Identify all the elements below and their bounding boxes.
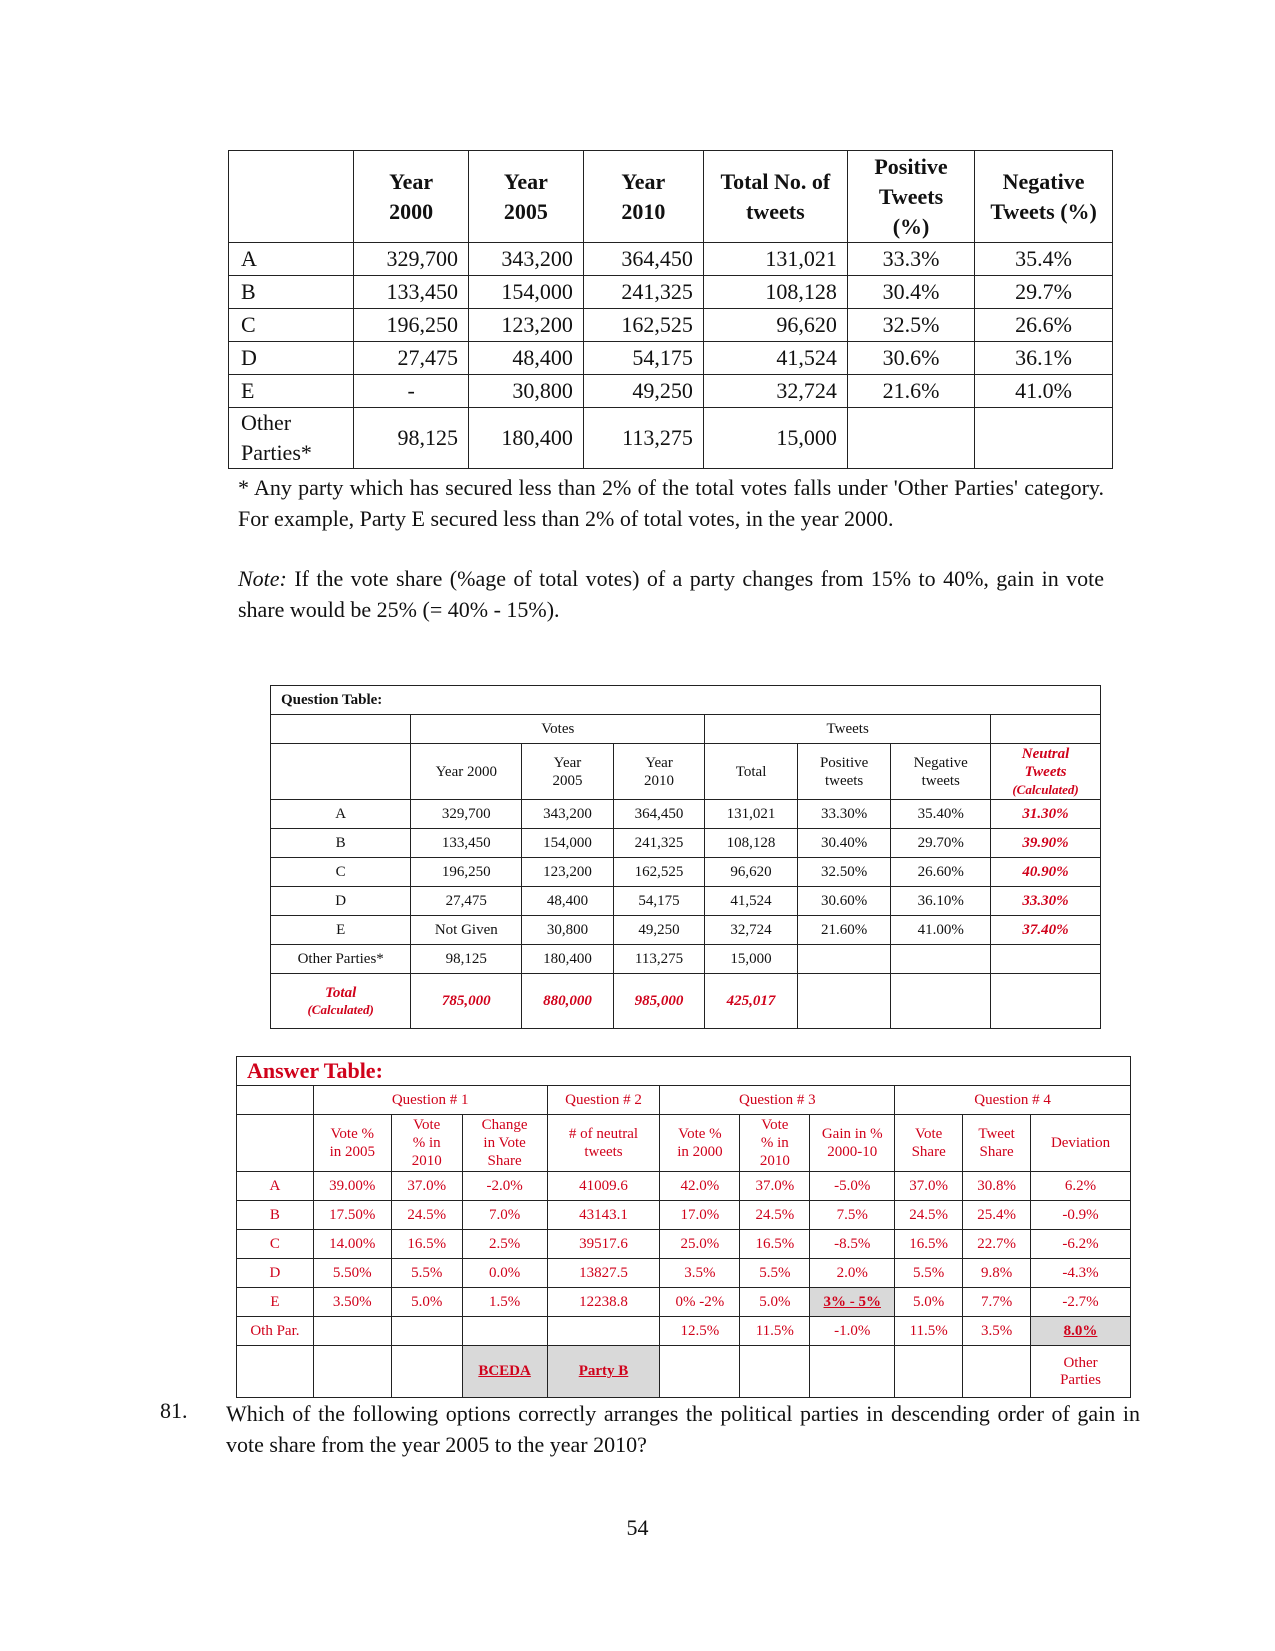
table-cell: 131,021: [705, 800, 798, 829]
header-cell: Negative tweets: [891, 744, 991, 800]
table-cell: 7.0%: [462, 1201, 547, 1230]
header-cell: Vote % in 2005: [313, 1115, 391, 1172]
table-cell: 35.40%: [891, 800, 991, 829]
table-cell: [963, 1346, 1031, 1398]
header-cell: Vote % in 2000: [660, 1115, 740, 1172]
group-header-q2: Question # 2: [547, 1086, 660, 1115]
total-value: 785,000: [411, 974, 522, 1029]
party-label: A: [237, 1172, 314, 1201]
table-cell: 43143.1: [547, 1201, 660, 1230]
table-cell: 241,325: [583, 276, 703, 309]
table-cell: 41009.6: [547, 1172, 660, 1201]
total-row: [271, 974, 1101, 1029]
table-cell: [313, 1346, 391, 1398]
table-cell: 0% -2%: [660, 1288, 740, 1317]
table-cell: 5.5%: [391, 1259, 462, 1288]
header-cell: Total No. of tweets: [703, 151, 847, 243]
table-cell: [660, 1346, 740, 1398]
table-row: [229, 408, 1113, 469]
table-cell: 113,275: [583, 408, 703, 469]
group-header-q3: Question # 3: [660, 1086, 895, 1115]
table-cell: [991, 974, 1101, 1029]
table-cell: 22.7%: [963, 1230, 1031, 1259]
party-label: D: [271, 887, 411, 916]
table-cell: 364,450: [613, 800, 705, 829]
header-cell: [237, 1115, 314, 1172]
table-cell: -5.0%: [810, 1172, 895, 1201]
header-cell: # of neutral tweets: [547, 1115, 660, 1172]
table-cell: 5.50%: [313, 1259, 391, 1288]
table-cell: 32.5%: [847, 309, 974, 342]
note-text: If the vote share (%age of total votes) of a party changes from 15% to 40%, gain in vote share would be 25% (= 40% - 15%).: [238, 566, 1105, 622]
note-label: Note:: [238, 566, 287, 591]
header-cell: Year 2005: [469, 151, 584, 243]
table-cell: [313, 1317, 391, 1346]
table-cell: 7.5%: [810, 1201, 895, 1230]
table-cell: 5.5%: [740, 1259, 810, 1288]
table-cell: 41,524: [705, 887, 798, 916]
table-cell: 25.4%: [963, 1201, 1031, 1230]
table-cell: 108,128: [705, 829, 798, 858]
table-cell: 96,620: [703, 309, 847, 342]
party-label: E: [229, 375, 354, 408]
table-cell: 131,021: [703, 243, 847, 276]
party-label: D: [237, 1259, 314, 1288]
table-cell: 41,524: [703, 342, 847, 375]
table-cell: 11.5%: [895, 1317, 963, 1346]
note: [238, 563, 1104, 625]
table-cell: 48,400: [469, 342, 584, 375]
table-cell: 24.5%: [391, 1201, 462, 1230]
table-cell: 133,450: [411, 829, 522, 858]
table-cell: 33.30%: [797, 800, 891, 829]
question-table-title: Question Table:: [271, 686, 1101, 715]
footnote: * Any party which has secured less than 2% of the total votes falls under 'Other Parties' category. For example, Party E secured less than 2% of total votes, in the year 2000.: [238, 475, 1104, 531]
table-cell: 12.5%: [660, 1317, 740, 1346]
table-cell: 26.6%: [975, 309, 1113, 342]
party-label: E: [237, 1288, 314, 1317]
question-table: [270, 685, 1101, 1029]
table-cell: 30,800: [522, 916, 614, 945]
table-cell: 48,400: [522, 887, 614, 916]
table-cell: 3.5%: [660, 1259, 740, 1288]
table-row: [271, 800, 1101, 829]
header-cell: [271, 715, 411, 744]
table-cell: 30.4%: [847, 276, 974, 309]
table-cell: [391, 1317, 462, 1346]
table-row: [271, 887, 1101, 916]
table-cell: -0.9%: [1031, 1201, 1131, 1230]
table-cell: 96,620: [705, 858, 798, 887]
question-number: 81.: [160, 1398, 188, 1423]
table-cell: 54,175: [613, 887, 705, 916]
table-cell: 5.0%: [391, 1288, 462, 1317]
table-cell: 2.0%: [810, 1259, 895, 1288]
header-cell: Tweet Share: [963, 1115, 1031, 1172]
table-cell: 12238.8: [547, 1288, 660, 1317]
table-cell: 133,450: [354, 276, 469, 309]
table-cell: 3.50%: [313, 1288, 391, 1317]
answer-cell-q4: 8.0%: [1031, 1317, 1131, 1346]
table-cell: 24.5%: [895, 1201, 963, 1230]
header-cell: [229, 151, 354, 243]
table-row: [237, 1317, 1131, 1346]
neutral-value: 33.30%: [991, 887, 1101, 916]
table-cell: 15,000: [705, 945, 798, 974]
table-cell: [891, 945, 991, 974]
party-label: E: [271, 916, 411, 945]
header-cell: Year 2000: [354, 151, 469, 243]
answer-note-q4: Other Parties: [1031, 1346, 1131, 1398]
table-cell: 41.0%: [975, 375, 1113, 408]
table-cell: 196,250: [354, 309, 469, 342]
header-cell: [237, 1086, 314, 1115]
table-cell: [797, 974, 891, 1029]
table-cell: 32,724: [703, 375, 847, 408]
table-cell: 16.5%: [895, 1230, 963, 1259]
table-cell: 42.0%: [660, 1172, 740, 1201]
header-cell: Total: [705, 744, 798, 800]
table-cell: 36.10%: [891, 887, 991, 916]
party-label: A: [229, 243, 354, 276]
table-cell: -2.7%: [1031, 1288, 1131, 1317]
answer-cell-q1: BCEDA: [462, 1346, 547, 1398]
table-cell: 343,200: [469, 243, 584, 276]
table-cell: 30.8%: [963, 1172, 1031, 1201]
party-label: C: [271, 858, 411, 887]
table-cell: 36.1%: [975, 342, 1113, 375]
total-value: 880,000: [522, 974, 614, 1029]
total-value: 425,017: [705, 974, 798, 1029]
neutral-value: 40.90%: [991, 858, 1101, 887]
table-cell: 17.50%: [313, 1201, 391, 1230]
party-label: D: [229, 342, 354, 375]
table-cell: 16.5%: [391, 1230, 462, 1259]
header-cell: Year 2005: [522, 744, 614, 800]
table-cell: 343,200: [522, 800, 614, 829]
table-cell: 14.00%: [313, 1230, 391, 1259]
table-cell: 329,700: [354, 243, 469, 276]
table-cell: 123,200: [522, 858, 614, 887]
table-cell: 13827.5: [547, 1259, 660, 1288]
table-cell: 0.0%: [462, 1259, 547, 1288]
table-cell: 30.60%: [797, 887, 891, 916]
neutral-value: 31.30%: [991, 800, 1101, 829]
header-cell: Year 2010: [613, 744, 705, 800]
neutral-value: 39.90%: [991, 829, 1101, 858]
table-cell: 16.5%: [740, 1230, 810, 1259]
table-cell: 37.0%: [740, 1172, 810, 1201]
total-value: 985,000: [613, 974, 705, 1029]
table-cell: 6.2%: [1031, 1172, 1131, 1201]
group-header-q1: Question # 1: [313, 1086, 547, 1115]
party-label: A: [271, 800, 411, 829]
group-header-q4: Question # 4: [895, 1086, 1131, 1115]
party-label: B: [237, 1201, 314, 1230]
header-cell: Vote % in 2010: [740, 1115, 810, 1172]
table-cell: -6.2%: [1031, 1230, 1131, 1259]
table-cell: 123,200: [469, 309, 584, 342]
total-label: Total (Calculated): [271, 974, 411, 1029]
table-cell: 49,250: [613, 916, 705, 945]
table-cell: Not Given: [411, 916, 522, 945]
table-cell: 41.00%: [891, 916, 991, 945]
header-cell: Positive tweets: [797, 744, 891, 800]
table-cell: 24.5%: [740, 1201, 810, 1230]
table-cell: 11.5%: [740, 1317, 810, 1346]
table-cell: -2.0%: [462, 1172, 547, 1201]
header-cell: Vote Share: [895, 1115, 963, 1172]
table-cell: [810, 1346, 895, 1398]
table-cell: [975, 408, 1113, 469]
table-cell: [547, 1317, 660, 1346]
table-cell: [895, 1346, 963, 1398]
header-cell: Change in Vote Share: [462, 1115, 547, 1172]
data-table: [228, 150, 1113, 469]
table-cell: 162,525: [613, 858, 705, 887]
table-cell: 30.6%: [847, 342, 974, 375]
table-row: [229, 309, 1113, 342]
table-cell: 108,128: [703, 276, 847, 309]
table-cell: 29.7%: [975, 276, 1113, 309]
header-cell: Year 2010: [583, 151, 703, 243]
header-cell: Positive Tweets (%): [847, 151, 974, 243]
answer-cell-q3: 3% - 5%: [810, 1288, 895, 1317]
answer-table: [236, 1056, 1131, 1398]
table-row: [229, 342, 1113, 375]
table-cell: 49,250: [583, 375, 703, 408]
table-row: [237, 1259, 1131, 1288]
page-number: 54: [626, 1515, 649, 1540]
party-label: Other Parties*: [229, 408, 354, 469]
table-cell: 5.0%: [895, 1288, 963, 1317]
group-header-tweets: Tweets: [705, 715, 991, 744]
table-cell: [391, 1346, 462, 1398]
table-cell: 21.6%: [847, 375, 974, 408]
table-cell: 9.8%: [963, 1259, 1031, 1288]
party-label: B: [229, 276, 354, 309]
table-cell: [237, 1346, 314, 1398]
table-cell: 27,475: [354, 342, 469, 375]
header-cell: Gain in % 2000-10: [810, 1115, 895, 1172]
group-header-votes: Votes: [411, 715, 705, 744]
table-row: [271, 916, 1101, 945]
neutral-value: [991, 945, 1101, 974]
table-cell: 3.5%: [963, 1317, 1031, 1346]
table-cell: [740, 1346, 810, 1398]
table-cell: 162,525: [583, 309, 703, 342]
table-cell: 37.0%: [391, 1172, 462, 1201]
table-cell: -8.5%: [810, 1230, 895, 1259]
table-row: [271, 858, 1101, 887]
table-row: [229, 276, 1113, 309]
table-cell: 154,000: [522, 829, 614, 858]
table-cell: 35.4%: [975, 243, 1113, 276]
answers-row: [237, 1346, 1131, 1398]
party-label: Oth Par.: [237, 1317, 314, 1346]
table-cell: [891, 974, 991, 1029]
table-cell: 196,250: [411, 858, 522, 887]
table-cell: 154,000: [469, 276, 584, 309]
party-label: C: [237, 1230, 314, 1259]
question-text: Which of the following options correctly arranges the political parties in descending order of gain in vote share from the year 2005 to the year 2010?: [226, 1401, 1140, 1457]
table-header-row: [229, 151, 1113, 243]
header-cell: [271, 744, 411, 800]
table-cell: 39.00%: [313, 1172, 391, 1201]
table-cell: -1.0%: [810, 1317, 895, 1346]
table-cell: -: [354, 375, 469, 408]
table-cell: 26.60%: [891, 858, 991, 887]
table-cell: 364,450: [583, 243, 703, 276]
table-row: [237, 1288, 1131, 1317]
table-cell: 5.0%: [740, 1288, 810, 1317]
table-cell: 33.3%: [847, 243, 974, 276]
table-row: [271, 829, 1101, 858]
header-cell: Vote % in 2010: [391, 1115, 462, 1172]
table-cell: 30.40%: [797, 829, 891, 858]
header-cell: [991, 715, 1101, 744]
table-row: [237, 1201, 1131, 1230]
party-label: C: [229, 309, 354, 342]
table-cell: 32,724: [705, 916, 798, 945]
answer-table-title: Answer Table:: [237, 1057, 1131, 1086]
table-cell: 54,175: [583, 342, 703, 375]
table-cell: 329,700: [411, 800, 522, 829]
neutral-value: 37.40%: [991, 916, 1101, 945]
table-cell: 15,000: [703, 408, 847, 469]
table-cell: 1.5%: [462, 1288, 547, 1317]
table-cell: 27,475: [411, 887, 522, 916]
table-cell: 5.5%: [895, 1259, 963, 1288]
table-cell: 25.0%: [660, 1230, 740, 1259]
table-cell: 29.70%: [891, 829, 991, 858]
table-cell: 113,275: [613, 945, 705, 974]
party-label: Other Parties*: [271, 945, 411, 974]
table-cell: [847, 408, 974, 469]
table-cell: 32.50%: [797, 858, 891, 887]
answer-cell-q2: Party B: [547, 1346, 660, 1398]
party-label: B: [271, 829, 411, 858]
header-cell: Negative Tweets (%): [975, 151, 1113, 243]
table-row: [271, 945, 1101, 974]
neutral-header: Neutral Tweets (Calculated): [991, 744, 1101, 800]
table-cell: 98,125: [354, 408, 469, 469]
table-cell: 21.60%: [797, 916, 891, 945]
table-cell: 39517.6: [547, 1230, 660, 1259]
table-row: [237, 1230, 1131, 1259]
table-cell: 7.7%: [963, 1288, 1031, 1317]
table-cell: [797, 945, 891, 974]
table-row: [237, 1172, 1131, 1201]
table-cell: 37.0%: [895, 1172, 963, 1201]
table-row: [229, 375, 1113, 408]
header-cell: Year 2000: [411, 744, 522, 800]
table-cell: 17.0%: [660, 1201, 740, 1230]
table-cell: 30,800: [469, 375, 584, 408]
table-cell: 98,125: [411, 945, 522, 974]
table-row: [229, 243, 1113, 276]
table-cell: 2.5%: [462, 1230, 547, 1259]
table-cell: -4.3%: [1031, 1259, 1131, 1288]
table-cell: 180,400: [469, 408, 584, 469]
header-cell: Deviation: [1031, 1115, 1131, 1172]
table-cell: 180,400: [522, 945, 614, 974]
table-cell: [462, 1317, 547, 1346]
table-cell: 241,325: [613, 829, 705, 858]
